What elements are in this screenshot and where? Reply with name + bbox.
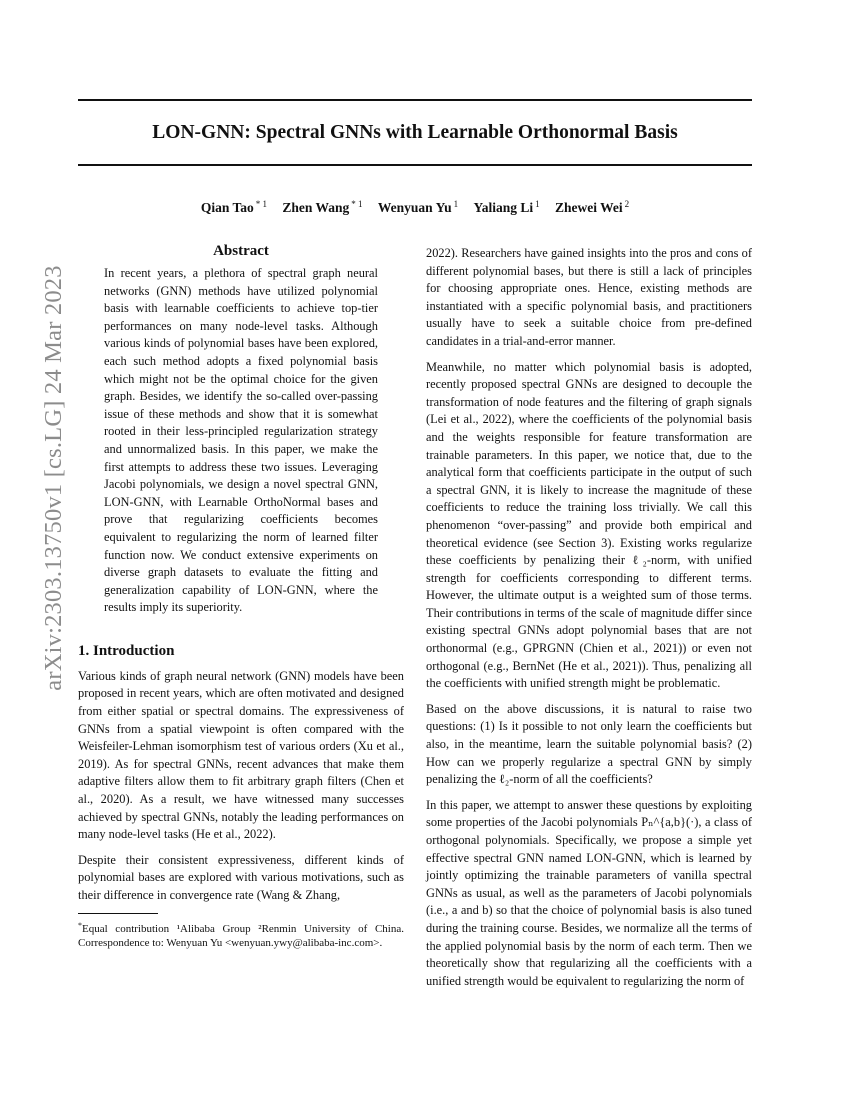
paragraph: Despite their consistent expressiveness, different kinds of polynomial bases are explored with various motivations, such as their difference in convergence rate (Wang & Zhang,: [78, 852, 404, 902]
footnote-text: Equal contribution ¹Alibaba Group ²Renmin University of China. Correspondence to: Wenyuan Yu <wenyuan.ywy@alibaba-inc.com>.: [78, 922, 404, 950]
author: [201, 200, 267, 215]
abstract-text: In recent years, a plethora of spectral graph neural networks (GNN) methods have utilized polynomial basis with learnable coefficients to achieve top-tier performances on many node-level tasks. Although various kinds of polynomial bases have been explored, each such method adopts a fixed polynomial basis which might not be the optimal choice for the given graph. Besides, we identify the so-called over-passing issue of these methods and show that it is somewhat rooted in their less-principled regularization strategy and unnormalized basis. In this paper, we make the first attempts to address these two issues. Leveraging Jacobi polynomials, we design a novel spectral GNN, LON-GNN, with Learnable OrthoNormal bases and prove that regularizing coefficients becomes equivalent to regularizing the norm of learned filter function now. We conduct extensive experiments on diverse graph datasets to evaluate the fitting and generalization capability of LON-GNN, where the results imply its superiority.: [104, 266, 378, 615]
author-affiliation: 1: [453, 199, 459, 209]
author: [473, 200, 539, 215]
right-column: [426, 245, 752, 998]
paragraph: Various kinds of graph neural network (GNN) models have been proposed in recent years, which are often motivated and designed from either spatial or spectral domains. The expressiveness of GNNs from a spatial viewpoint is often compared with the Weisfeiler-Lehman isomorphism test of various orders (Xu et al., 2019). As for spectral GNNs, recent advances that make them adaptive filters allow them to fit arbitrary graph filters (Chen et al., 2020). As a result, we have witnessed many successes achieved by spectral GNNs, notably the leading performances on many node-level tasks (He et al., 2022).: [78, 668, 404, 842]
author-affiliation: * 1: [351, 199, 363, 209]
author: [555, 200, 629, 215]
author-affiliation: 2: [624, 199, 630, 209]
paper-title: LON-GNN: Spectral GNNs with Learnable Orthonormal Basis: [152, 122, 678, 143]
author-affiliation: 1: [535, 199, 540, 209]
author: [282, 200, 362, 215]
author-name: Yaliang Li: [473, 200, 534, 215]
paragraph: 2022). Researchers have gained insights into the pros and cons of different polynomial bases, but there is still a lack of principles for choosing appropriate ones. Hence, existing methods are instantiated with a specific polynomial basis, and practitioners usually have to seek a suitable choice from pre-defined candidates in a trial-and-error manner.: [426, 246, 752, 348]
footnote: [78, 919, 404, 951]
abstract-section: [78, 241, 404, 617]
author-affiliation: * 1: [255, 199, 267, 209]
footnote-mark: *: [78, 920, 82, 930]
paragraph: Meanwhile, no matter which polynomial basis is adopted, recently proposed spectral GNNs are designed to decouple the transformation of node features and the filtering of graph signals (Lei et al., 2022), where the coefficients of the polynomial basis and the weights responsible for feature transformation are trainable parameters. In this paper, we notice that, due to the analytical form that coefficients participate in the output of such a spectral GNN, it is likely to increase the magnitude of these coefficients to reduce the training loss trivially. We call this phenomenon “over-passing” and provide both empirical and theoretical evidence (see Section 3). Existing works regularize these coefficients by penalizing their ℓ₂-norm, with unified strength for coefficients corresponding to different terms. However, the ultimate output is a weighted sum of those terms. Their contributions in terms of the scale of magnitude differ since existing spectral GNNs adopt polynomial bases that are not orthonormal (e.g., GPRGNN (Chien et al., 2021)) or even not orthogonal (e.g., BernNet (He et al., 2021)). Thus, penalizing all the coefficients with unified strength might be problematic.: [426, 359, 752, 691]
author-name: Wenyuan Yu: [377, 200, 452, 215]
author-list: [78, 195, 752, 217]
left-column: [78, 241, 404, 951]
author-name: Zhewei Wei: [555, 200, 623, 215]
title-top-rule: [78, 99, 752, 101]
arxiv-identifier-stamp: arXiv:2303.13750v1 [cs.LG] 24 Mar 2023: [40, 265, 67, 691]
abstract-heading: Abstract: [213, 243, 269, 259]
section-heading-introduction: 1. Introduction: [78, 642, 175, 659]
author-name: Zhen Wang: [282, 200, 350, 215]
paragraph: In this paper, we attempt to answer these questions by exploiting some properties of the Jacobi polynomials Pₙ^{a,b}(·), a class of orthogonal polynomials. Specifically, we propose a simple yet effective spectral GNN named LON-GNN, which is learned by jointly optimizing the trainable parameters of vanilla spectral GNNs as usual, as well as the parameters of Jacobi polynomials (i.e., a and b) so that the choice of polynomial basis is also tuned during the training course. Besides, we normalize all the terms of the applied polynomial basis by the norm of each term. Then we theoretically show that regularizing all the coefficients with a unified strength would be equivalent to regularizing the norm of: [426, 797, 752, 988]
title-bottom-rule: [78, 164, 752, 166]
footnote-divider: [78, 913, 158, 914]
author-name: Qian Tao: [200, 200, 254, 215]
author: [378, 200, 458, 215]
paragraph: Based on the above discussions, it is natural to raise two questions: (1) Is it possible to not only learn the coefficients but also, in the meantime, learn the suitable polynomial basis? (2) How can we properly regularize a spectral GNN by simply penalizing the ℓ₂-norm of all the coefficients?: [426, 701, 752, 787]
